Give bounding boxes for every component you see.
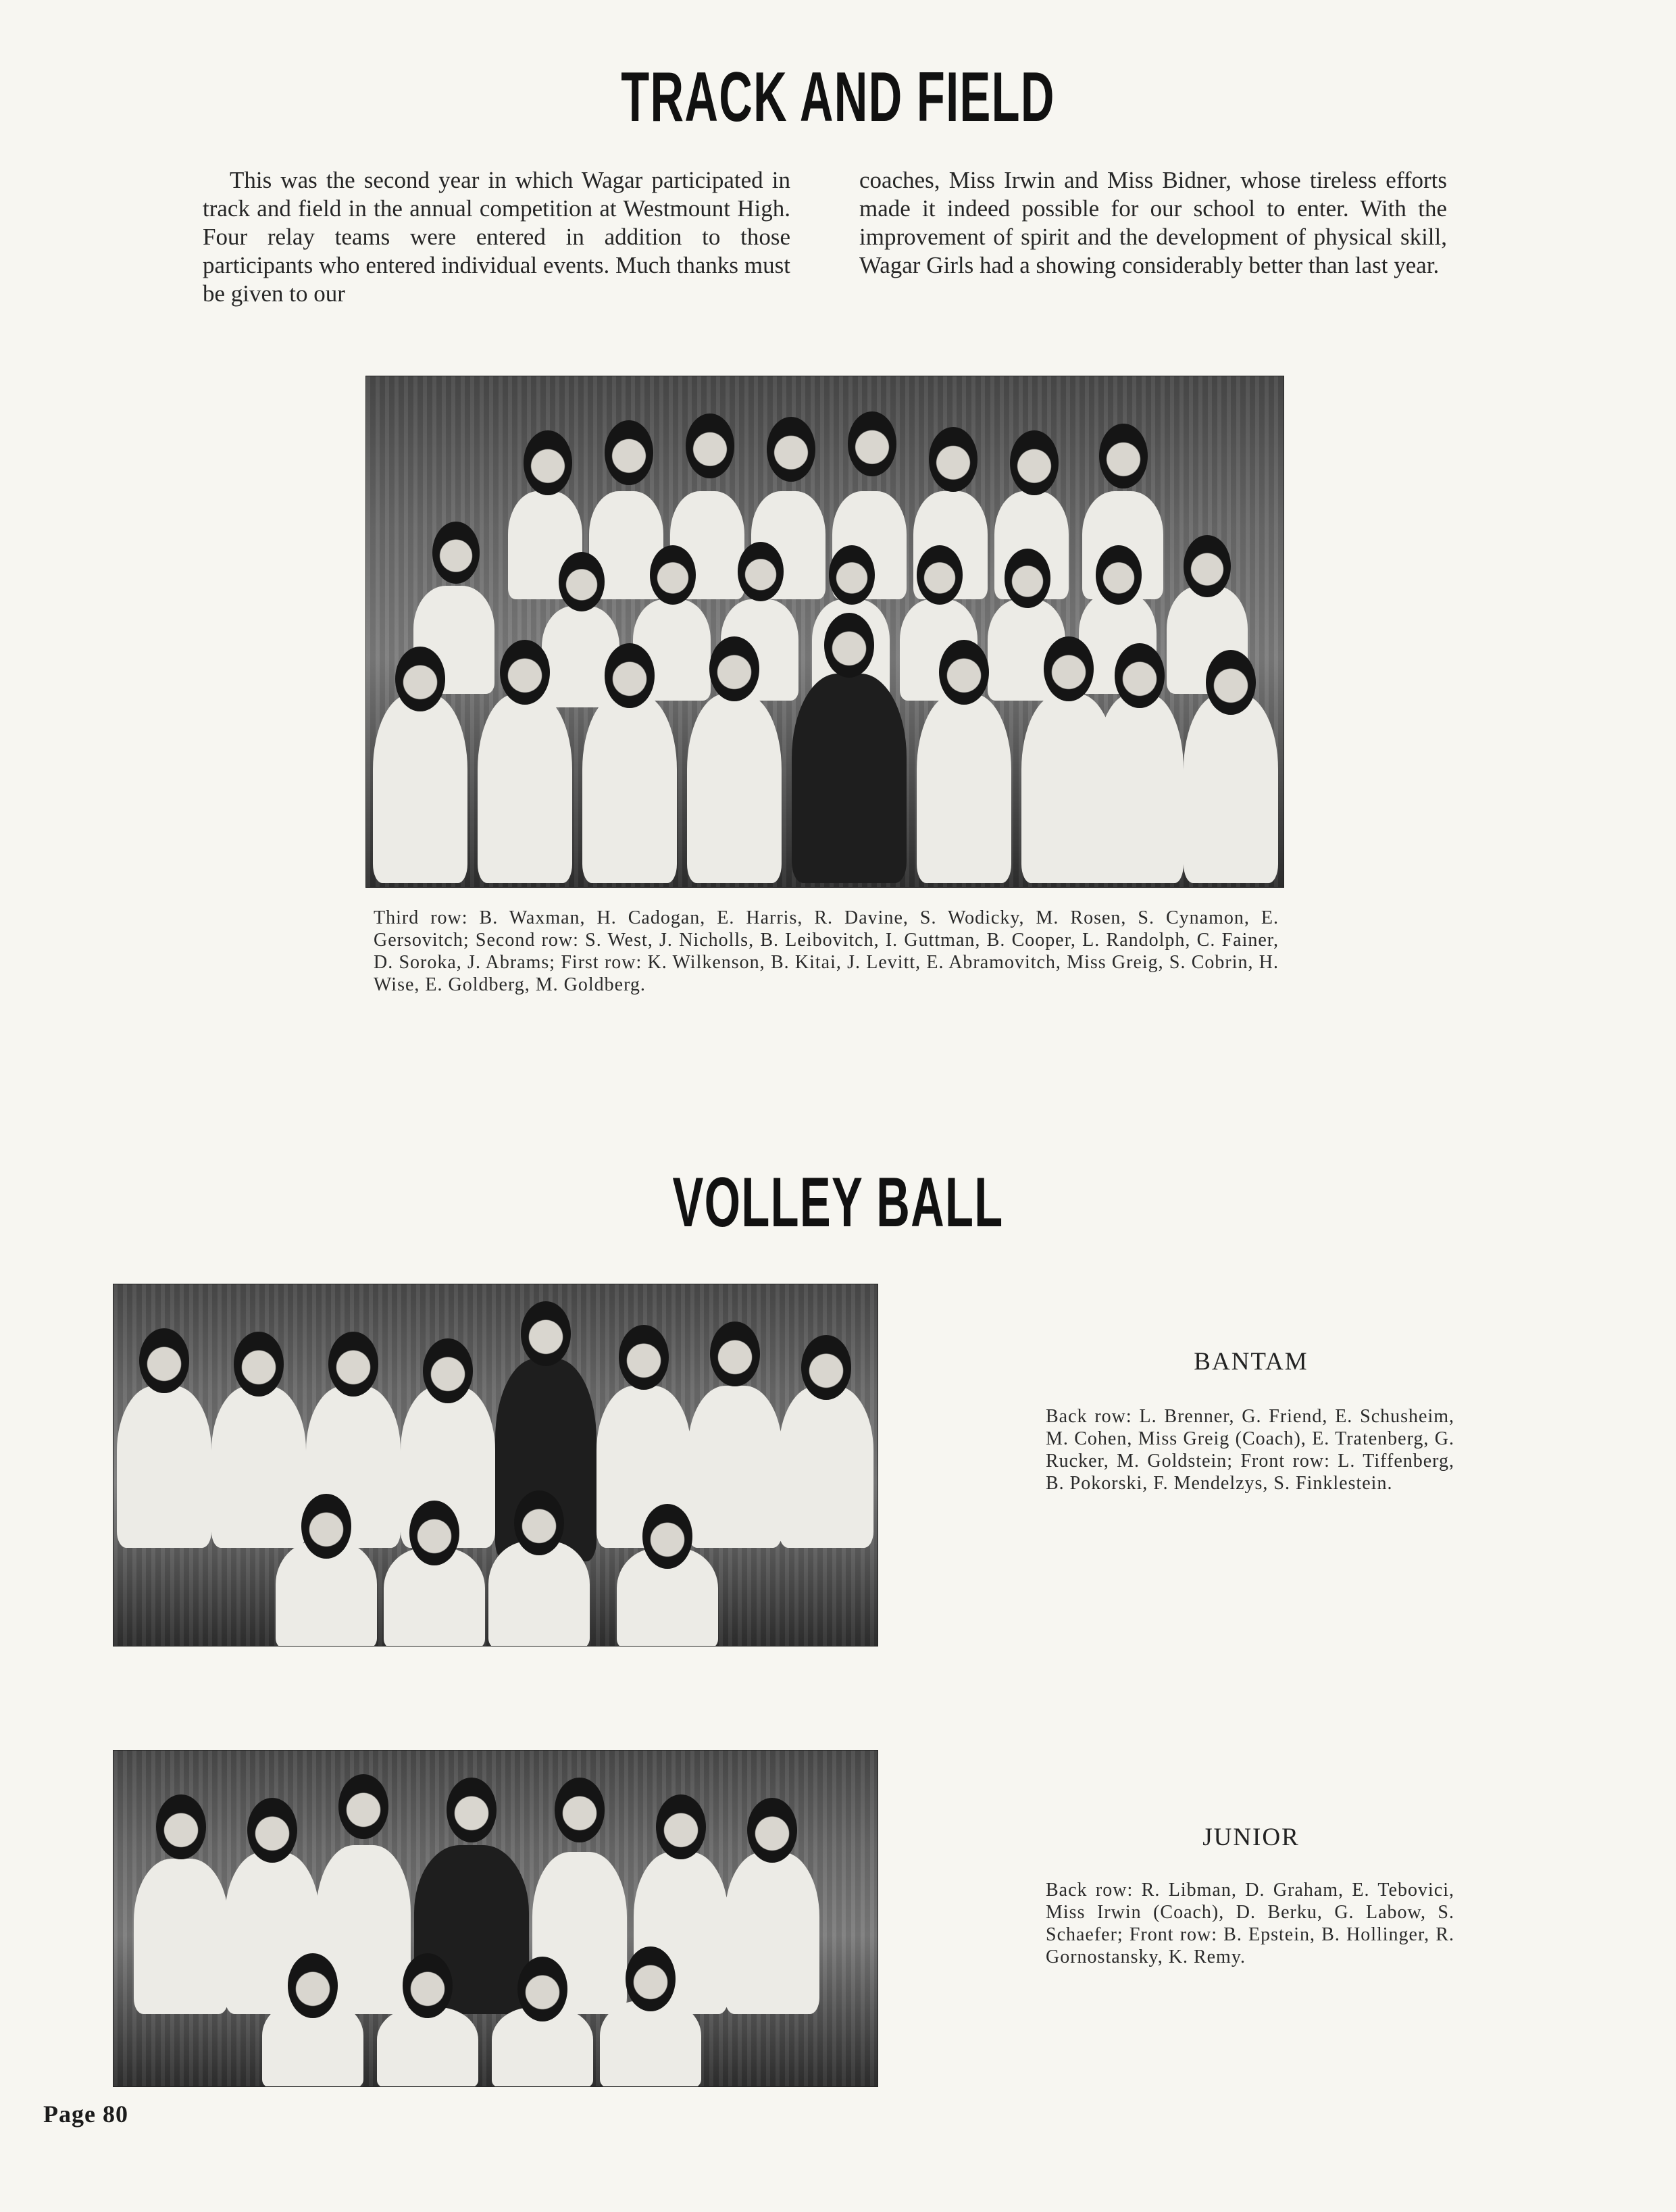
volley-ball-heading: VOLLEY BALL [672,1163,1004,1242]
track-team-photo-caption: Third row: B. Waxman, H. Cadogan, E. Harris, R. Davine, S. Wodicky, M. Rosen, S. Cynamon, E. Gersovitch; Second row: S. West, J. Nicholls, B. Leibovitch, I. Guttman, B. Cooper, L. Randolph, C. Fainer, D. Soroka, J. Abrams; First row: K. Wilkenson, B. Kitai, J. Levitt, E. Abramovitch, Miss Greig, S. Cobrin, H. Wise, E. Goldberg, M. Goldberg. [374,907,1279,995]
track-intro-right-column: coaches, Miss Irwin and Miss Bidner, whose tireless efforts made it indeed possible for our school to enter. With the improvement of spirit and the development of physical skill, Wagar Girls had a showing considerably better than last year. [859,167,1447,278]
bantam-team-caption: Back row: L. Brenner, G. Friend, E. Schusheim, M. Cohen, Miss Greig (Coach), E. Tratenberg, G. Rucker, M. Goldstein; Front row: L. Tiffenberg, B. Pokorski, F. Mendelzys, S. Finklestein. [1046,1406,1454,1494]
junior-team-title: JUNIOR [1202,1824,1300,1851]
junior-team-photo [113,1750,878,2087]
page-number: Page 80 [43,2101,128,2128]
bantam-team-title: BANTAM [1194,1348,1309,1376]
track-and-field-heading: TRACK AND FIELD [621,58,1055,136]
track-intro-left-column: This was the second year in which Wagar participated in track and field in the annual competition at Westmount High. Four relay teams were entered in addition to those participants who entered individual events. Much thanks must be given to our [203,167,790,307]
bantam-team-photo [113,1284,878,1647]
junior-team-caption: Back row: R. Libman, D. Graham, E. Tebovici, Miss Irwin (Coach), D. Berku, G. Labow, S. Schaefer; Front row: B. Epstein, B. Hollinger, R. Gornostansky, K. Remy. [1046,1880,1454,1967]
track-team-photo [365,376,1284,888]
